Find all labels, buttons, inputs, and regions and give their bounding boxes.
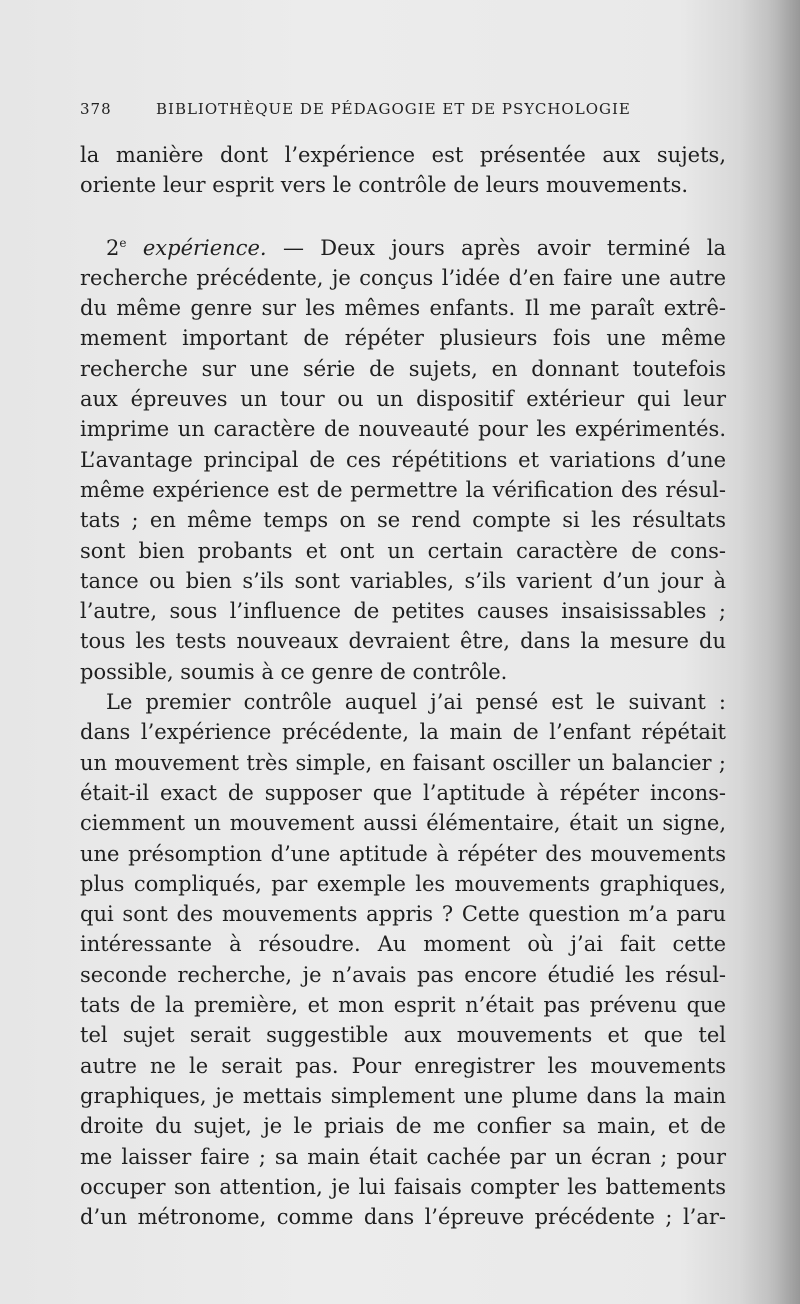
text-line: un mouvement très simple, en faisant osciller un balancier ;: [80, 750, 726, 775]
spine-shadow: [740, 0, 800, 1304]
text-line: tats ; en même temps on se rend compte si les résultats: [80, 508, 726, 533]
text-line: une présomption d’une aptitude à répéter des mouvements: [80, 841, 726, 866]
text-line: la manière dont l’expérience est présentée aux sujets,: [80, 143, 726, 167]
text-line: autre ne le serait pas. Pour enregistrer les mouvements: [80, 1053, 726, 1078]
text-line: aux épreuves un tour ou un dispositif extérieur qui leur: [80, 387, 726, 412]
text-line: tance ou bien s’ils sont variables, s’ils varient d’un jour à: [80, 568, 726, 593]
text-line: du même genre sur les mêmes enfants. Il me paraît extrê-: [80, 296, 726, 321]
text-line: sont bien probants et ont un certain caractère de cons-: [80, 538, 726, 563]
experiment-ordinal: 2: [106, 235, 120, 260]
section-gap: [80, 201, 726, 233]
text-line: imprime un caractère de nouveauté pour les expérimentés.: [80, 417, 726, 442]
page-header: [80, 100, 720, 126]
text-line: plus compliqués, par exemple les mouvements graphiques,: [80, 871, 726, 896]
text-line: qui sont des mouvements appris ? Cette question m’a paru: [80, 902, 726, 927]
heading-line-rest: — Deux jours après avoir terminé la: [266, 235, 726, 260]
text-line: oriente leur esprit vers le contrôle de leurs mouvements.: [80, 173, 689, 198]
text-line: mement important de répéter plusieurs fois une même: [80, 326, 726, 351]
ordinal-suffix: e: [119, 235, 127, 250]
text-line: me laisser faire ; sa main était cachée par un écran ; pour: [80, 1144, 726, 1169]
text-line: l’autre, sous l’influence de petites causes insaisissables ;: [80, 599, 726, 624]
text-line: dans l’expérience précédente, la main de l’enfant répétait: [80, 720, 726, 745]
text-line: d’un métronome, comme dans l’épreuve précédente ; l’ar-: [80, 1205, 726, 1230]
text-line: recherche sur une série de sujets, en donnant toutefois: [80, 356, 726, 381]
experiment-heading: expérience.: [142, 235, 267, 260]
text-line: seconde recherche, je n’avais pas encore étudié les résul-: [80, 962, 726, 987]
text-line: tats de la première, et mon esprit n’était pas prévenu que: [80, 993, 726, 1018]
text-line: L’avantage principal de ces répétitions et variations d’une: [80, 447, 726, 472]
section-heading-line: [80, 233, 726, 263]
text-line: était-il exact de supposer que l’aptitude à répéter incons-: [80, 780, 726, 805]
text-line: possible, soumis à ce genre de contrôle.: [80, 659, 508, 684]
body-text: [80, 140, 726, 1232]
text-line: intéressante à résoudre. Au moment où j’ai fait cette: [80, 932, 726, 957]
text-line: droite du sujet, je le priais de me confier sa main, et de: [80, 1114, 726, 1139]
text-line: graphiques, je mettais simplement une plume dans la main: [80, 1083, 726, 1108]
text-line: ciemment un mouvement aussi élémentaire, était un signe,: [80, 811, 726, 836]
text-line: occuper son attention, je lui faisais compter les battements: [80, 1174, 726, 1199]
text-line: tel sujet serait suggestible aux mouvements et que tel: [80, 1023, 726, 1048]
text-line: Le premier contrôle auquel j’ai pensé est le suivant :: [106, 690, 726, 715]
text-line: recherche précédente, je conçus l’idée d’en faire une autre: [80, 265, 726, 290]
text-line: tous les tests nouveaux devraient être, dans la mesure du: [80, 629, 726, 654]
text-line: même expérience est de permettre la vérification des résul-: [80, 477, 726, 502]
running-title: BIBLIOTHÈQUE DE PÉDAGOGIE ET DE PSYCHOLOGIE: [156, 100, 631, 118]
page-number: 378: [80, 100, 112, 118]
